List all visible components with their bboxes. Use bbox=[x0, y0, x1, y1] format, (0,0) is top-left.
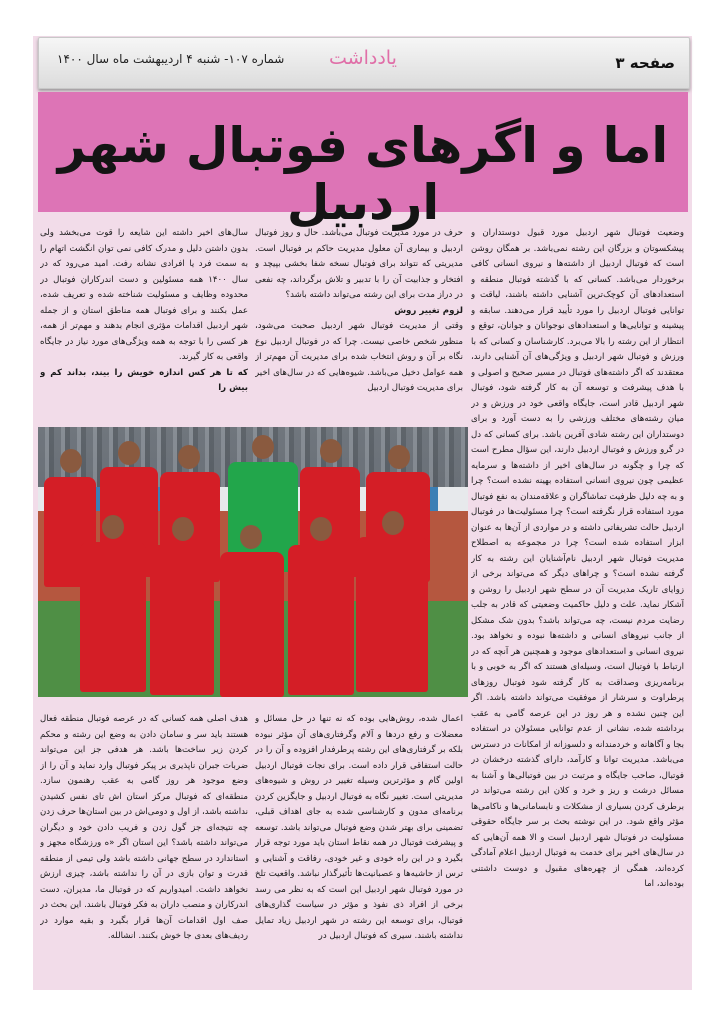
player-head bbox=[240, 525, 262, 549]
column-text: وضعیت فوتبال شهر اردبیل مورد قبول دوستداران و پیشکسوتان و بزرگان این رشته نمی‌باشد. بر همگان روشن است که فوتبال اردبیل از داشته‌ها و نیروی انسانی کافی برخوردار می‌باشد. کسانی که با گذشته فوتبال منطقه و استعدادهای آن کوچک‌ترین آشنایی داشته باشند، لیاقت و توانایی فوتبال اردبیل را مورد تأیید قرار می‌دهند. سابقه و پیشینه و توانایی‌ها و استعدادهای نوجوانان و جوانان، توقع و انتظار از این رشته را بالا می‌برد. کارشناسان و کسانی که با ورزش و فوتبال شهر اردبیل و ویژگی‌های آن آشنایی دارند، معتقدند که اگر داشته‌های فوتبال در مسیر صحیح و اصولی و با هدف پیشرفت و توسعه آن به کار گرفته شود، فوتبال شهر اردبیل قادر است، جایگاه واقعی خود در ورزش و در میان رشته‌های مختلف ورزشی را به دست آورد و برای دوستداران این رشته شادی آفرین باشد. برای کسانی که دل در گرو ورزش و فوتبال اردبیل دارند، این سؤال مطرح است که چرا و چگونه در سال‌های اخیر از داشته‌ها و سرمایه عظیمی چون نیروی انسانی استفاده بهینه نشده است؟ چرا و به چه دلیل ظرفیت تماشاگران و علاقه‌مندان به نفع فوتبال مورد استفاده قرار نگرفته است؟ چرا مسئولیت‌ها در فوتبال اردبیل حالت تشریفاتی داشته و در مواردی از آن‌ها به عنوان ابزار استفاده شده است؟ چرا در مجموعه به اصطلاح مدیریت فوتبال شهر اردبیل نام‌آشنایان این رشته به کار گرفته نشده است؟ و چراهای دیگر که می‌تواند برخی از زوایای تاریک مدیریت آن در سطح شهر اردبیل را روشن و آشکار نماید. علت و دلیل حاکمیت وضعیتی که قادر به جلب رضایت مردم نیست، چه می‌تواند باشد؟ بدون شک مشکل از جانب نیروهای انسانی و داشته‌ها نبوده و نخواهد بود. نیروی انسانی و استعدادهای موجود و همچنین هر آنچه که در ارتباط با فوتبال است، وسیله‌ای هستند که اگر به خوبی و با برنامه‌ریزی وصداقت به کار گرفته شود فوتبال روزهای پرطراوت و سرشار از موفقیت می‌تواند داشته باشد. اگر این چنین نشده و هر روز در این عرصه گامی به عقب برداشته شده، نشانی از عدم توانایی مسئولان در استفاده بجا و آگاهانه و خردمندانه و دلسوزانه از امکانات در دسترس می‌باشد. مدیریت توانا و کارآمد، دارای گذشته درخشان در فوتبال، صاحب جایگاه و مرتبت در بین فوتبالی‌ها و آشنا به مسائل درشت و ریز و خرد و کلان این رشته می‌تواند در برطرف کردن بسیاری از مشکلات و نابسامانی‌ها و ناکامی‌ها مؤثر واقع شود. در این نوشته بحث بر سر جایگاه حقوقی مسئولیت در فوتبال شهر اردبیل است و الا همه آن‌هایی که در سال‌های اخیر برای خدمت به فوتبال اردبیل اعلام آمادگی کرده‌اند، همگی از چهره‌های مقبول و دوست داشتنی بوده‌اند، اما bbox=[471, 228, 684, 889]
player-head bbox=[388, 445, 410, 469]
page-number: صفحه ۳ bbox=[615, 54, 675, 72]
player-head bbox=[172, 517, 194, 541]
player-front-5 bbox=[356, 537, 428, 692]
player-head bbox=[60, 449, 82, 473]
article-column-middle-bottom bbox=[255, 712, 463, 986]
player-head bbox=[382, 511, 404, 535]
player-head bbox=[320, 439, 342, 463]
subheading: لزوم تغییر روش bbox=[394, 305, 463, 316]
article-column-left-bottom bbox=[40, 712, 248, 986]
player-head bbox=[310, 517, 332, 541]
player-front-2 bbox=[150, 545, 214, 695]
player-front-1 bbox=[80, 542, 146, 692]
title-band bbox=[38, 92, 688, 231]
player-front-4 bbox=[288, 545, 354, 695]
player-head bbox=[178, 445, 200, 469]
column-text: حرف در مورد مدیریت فوتبال می‌باشد. حال و روز فوتبال اردبیل و بیماری آن معلول مدیریت حاکم بر فوتبال است. مدیریتی که نتواند برای فوتبال نسخه شفا بخشی بپیچد و افتخار و جذابیت آن را با تدبیر و تلاش برگرداند، چه نفعی در دراز مدت برای این رشته می‌تواند داشته باشد؟ bbox=[255, 228, 463, 300]
player-front-3 bbox=[220, 552, 284, 697]
section-label: یادداشت bbox=[329, 47, 397, 69]
article-title: اما و اگرهای فوتبال شهر اردبیل bbox=[57, 117, 669, 231]
column-text: وقتی از مدیریت فوتبال شهر اردبیل صحبت می‌شود، منظور شخص خاصی نیست. چرا که در فوتبال اردبیل نوع نگاه بر آن و روش انتخاب شده برای مدیریت آن مهم‌تر از همه عوامل دخیل می‌باشد. شیوه‌هایی که در سال‌های اخیر برای مدیریت فوتبال اردبیل bbox=[255, 321, 463, 393]
player-head bbox=[252, 435, 274, 459]
team-photo bbox=[38, 427, 468, 697]
player-head bbox=[118, 441, 140, 465]
column-text: هدف اصلی همه کسانی که در عرصه فوتبال منطقه فعال هستند باید سر و سامان دادن به وضع این رشته و محکم کردن زیر ساخت‌ها باشد. هر هدفی جز این می‌تواند ضربات جبران ناپذیری بر پیکر فوتبال وارد نماید و آن را از وضع موجود هر روز گامی به عقب رهنمون سازد. منطقه‌ای که فوتبال مرکز استان اش تای نفس کشیدن نداشته باشد، از اول و دومی‌اش در بین استان‌ها حرف زدن چه نتیجه‌ای جز گول زدن و فریب دادن خود و دیگران می‌تواند داشته باشد؟ این استان اگر «ه ورزشگاه مجهز و استاندارد در سطح جهانی داشته باشد ولی تیمی از منطقه قدرت و توان بازی در آن را نداشته باشد، چیزی ارزش نخواهد داشت. امیدواریم که در فوتبال ما، مدیران، دست اندرکاران و منصب داران به فکر فوتبال باشند. این بحث در صف اول اقدامات آن‌ها قرار بگیرد و بقیه موارد در ردیف‌های بعدی جا خوش بکنند. انشالله. bbox=[40, 714, 248, 941]
player-head bbox=[102, 515, 124, 539]
issue-info: شماره ۱۰۷- شنبه ۴ اردیبهشت ماه سال ۱۴۰۰ bbox=[57, 52, 285, 66]
page-header bbox=[38, 37, 690, 89]
column-text: اعمال شده، روش‌هایی بوده که نه تنها در حل مسائل و معضلات و رفع دردها و آلام وگرفتاری‌های آن مؤثر نبوده بلکه بر گرفتاری‌های این رشته پرطرفدار افزوده و آن را در حالت استفاقی قرار داده است. برای نجات فوتبال اردبیل اولین گام و مؤثرترین وسیله تغییر در روش و شیوه‌های مدیریتی است. تغییر نگاه به فوتبال اردبیل و جایگزین کردن برنامه‌ای مدون و کارشناسی شده به جای اهداف قبلی، تضمینی برای بهتر شدن وضع فوتبال می‌تواند باشد. توسعه و پیشرفت فوتبال در همه نقاط استان باید مورد توجه قرار بگیرد و در این راه خودی و غیر خودی، رفاقت و آشنایی و ترس از حاشیه‌ها و عصبانیت‌ها تأثیرگذار نباشد. واقعیت تلخ در مورد فوتبال شهر اردبیل این است که به نظر می رسد برخی از افراد ذی نفوذ و مؤثر در سیاست گذاری‌های فوتبال، برای توسعه این رشته در شهر اردبیل زیاد تمایل نداشته باشند. سیری که فوتبال اردبیل در bbox=[255, 714, 463, 941]
column-text: سال‌های اخیر داشته این شایعه را قوت می‌بخشد ولی بدون داشتن دلیل و مدرک کافی نمی توان انگشت اتهام را به سمت فرد یا افرادی نشانه رفت. امید می‌رود که در سال ۱۴۰۰ همه مسئولین و دست اندرکاران فوتبال در محدوده وظایف و مسئولیت شناخته شده و تعریف شده، عمل بکنند و برای فوتبال همه مناطق استان و از جمله شهر اردبیل اقدامات مؤثری انجام بدهند و مهم‌تر از همه، هر کسی را با توجه به همه ویژگی‌های مورد نیاز در جایگاه واقعی به کار گیرند. bbox=[40, 228, 248, 362]
article-column-right bbox=[471, 226, 684, 986]
poem-line: که تا هر کس اندازه خویش را بیند، بداند کم و بیش را bbox=[40, 367, 248, 393]
article-column-middle-top bbox=[255, 226, 463, 422]
article-column-left-top bbox=[40, 226, 248, 422]
